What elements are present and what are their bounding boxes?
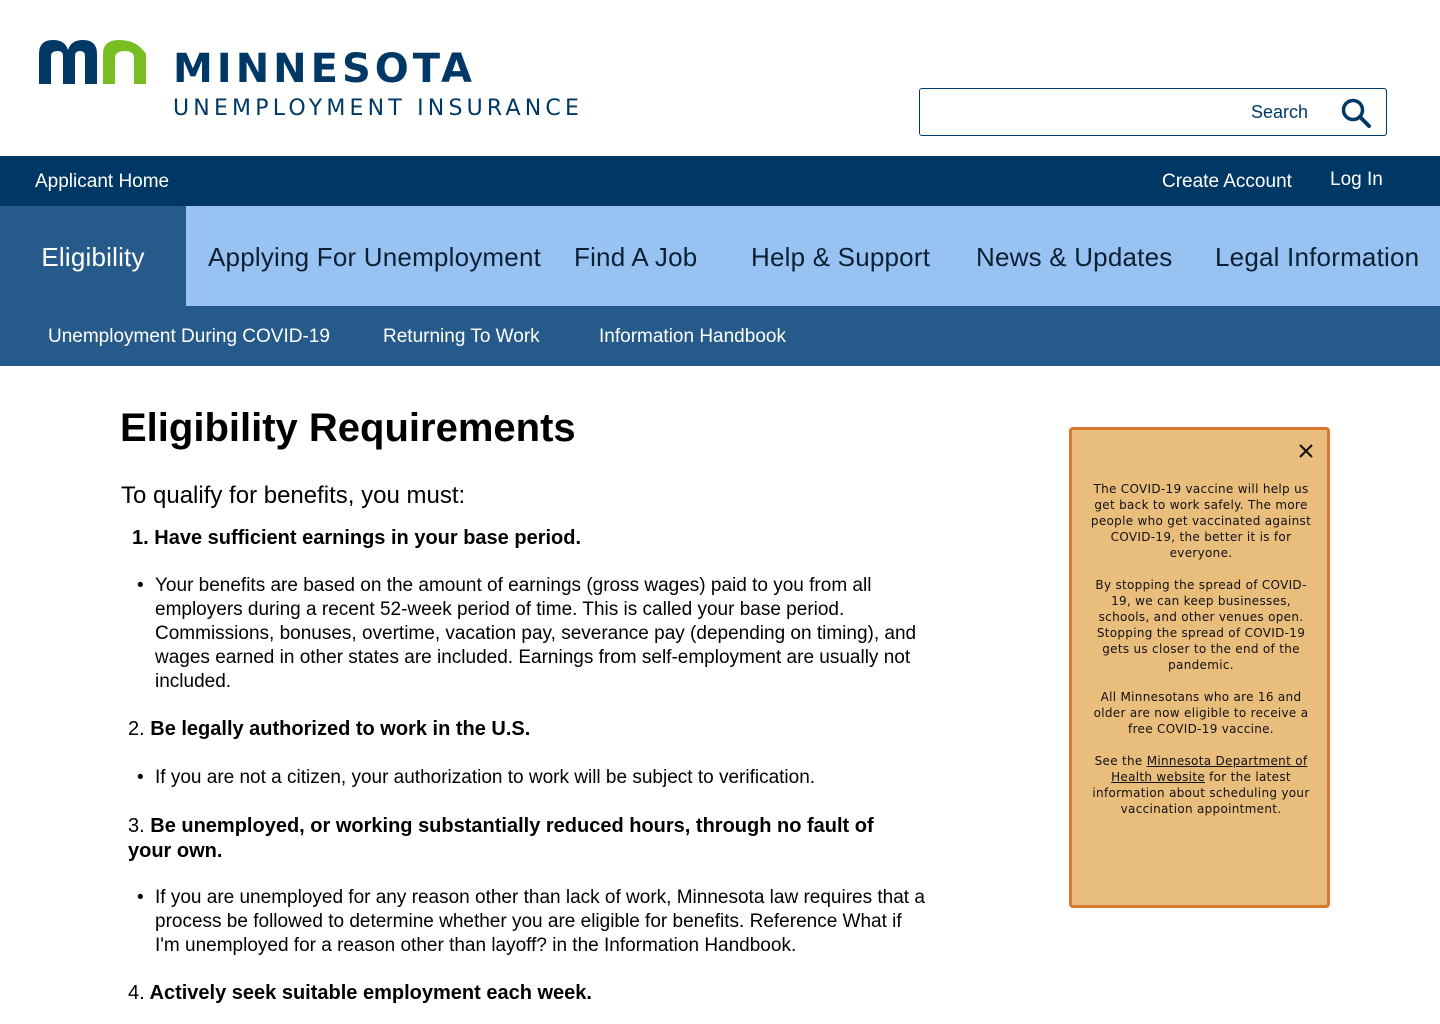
requirement-number: 2. xyxy=(128,718,145,740)
nav-applying-for-unemployment[interactable]: Applying For Unemployment xyxy=(208,242,542,272)
close-icon[interactable] xyxy=(1297,442,1315,460)
notice-link-suffix: for the latest information about scheduling your vaccination appointment. xyxy=(1092,770,1310,816)
requirement-number: 1. xyxy=(132,527,149,549)
intro-text: To qualify for benefits, you must: xyxy=(121,482,466,509)
subnav-unemployment-covid[interactable]: Unemployment During COVID-19 xyxy=(48,326,330,347)
covid-vaccine-notice xyxy=(1069,427,1330,908)
requirement-heading-3 xyxy=(128,814,918,864)
top-nav xyxy=(0,156,1440,206)
requirement-number: 4. xyxy=(128,982,145,1004)
sub-nav xyxy=(0,306,1440,366)
notice-link-prefix: See the xyxy=(1094,754,1147,768)
mdh-website-link[interactable]: Minnesota Department of Health website xyxy=(1111,754,1308,784)
requirement-heading-text: Be legally authorized to work in the U.S. xyxy=(150,718,531,740)
notice-paragraph: The COVID-19 vaccine will help us get back to work safely. The more people who get vaccinated against COVID-19, the better it is for everyone. xyxy=(1090,482,1312,560)
logo-subtitle: UNEMPLOYMENT INSURANCE xyxy=(173,96,584,121)
minnesota-logo-icon[interactable] xyxy=(37,36,147,86)
requirement-number: 3. xyxy=(128,815,145,837)
login-link[interactable]: Log In xyxy=(1330,169,1383,190)
covid-notice-text xyxy=(1090,481,1312,833)
subnav-returning-to-work[interactable]: Returning To Work xyxy=(383,326,540,347)
search-input[interactable] xyxy=(928,95,1308,129)
requirement-heading-1 xyxy=(132,527,581,550)
notice-paragraph: By stopping the spread of COVID-19, we can keep businesses, schools, and other venues open. Stopping the spread of COVID-19 gets us closer to the end of the pandemic. xyxy=(1095,578,1307,672)
requirement-detail-2: • If you are not a citizen, your authorization to work will be subject to verification. xyxy=(155,766,925,790)
main-nav xyxy=(0,206,1440,306)
requirement-heading-4 xyxy=(128,982,592,1005)
notice-paragraph: All Minnesotans who are 16 and older are now eligible to receive a free COVID-19 vaccine. xyxy=(1093,690,1309,736)
create-account-link[interactable]: Create Account xyxy=(1162,171,1292,192)
page-title: Eligibility Requirements xyxy=(120,406,576,450)
subnav-information-handbook[interactable]: Information Handbook xyxy=(599,326,786,347)
logo-title: MINNESOTA xyxy=(173,46,476,92)
nav-news-updates[interactable]: News & Updates xyxy=(976,242,1173,272)
requirement-heading-text: Actively seek suitable employment each week. xyxy=(149,982,592,1004)
search-box xyxy=(919,88,1387,136)
requirement-heading-text: Be unemployed, or working substantially reduced hours, through no fault of your own. xyxy=(128,815,874,862)
notice-paragraph xyxy=(1090,753,1312,817)
nav-eligibility[interactable]: Eligibility xyxy=(0,206,186,306)
nav-legal-information[interactable]: Legal Information xyxy=(1215,242,1420,272)
applicant-home-link[interactable]: Applicant Home xyxy=(35,171,170,192)
requirement-heading-2 xyxy=(128,718,530,741)
nav-find-a-job[interactable]: Find A Job xyxy=(574,242,698,272)
requirement-heading-text: Have sufficient earnings in your base period. xyxy=(154,527,582,549)
search-icon[interactable] xyxy=(1340,97,1372,129)
site-header xyxy=(0,0,1440,156)
requirement-detail-3: • If you are unemployed for any reason other than lack of work, Minnesota law requires that a process be followed to determine whether you are eligible for benefits. Reference What if I'm unemployed for a reason other than layoff? in the Information Handbook. xyxy=(155,886,925,958)
requirement-detail-1: • Your benefits are based on the amount of earnings (gross wages) paid to you from all employers during a recent 52-week period of time. This is called your base period. Commissions, bonuses, overtime, vacation pay, severance pay (depending on timing), and wages earned in other states are included. Earnings from self-employment are usually not included. xyxy=(155,574,925,694)
nav-help-support[interactable]: Help & Support xyxy=(751,242,931,272)
